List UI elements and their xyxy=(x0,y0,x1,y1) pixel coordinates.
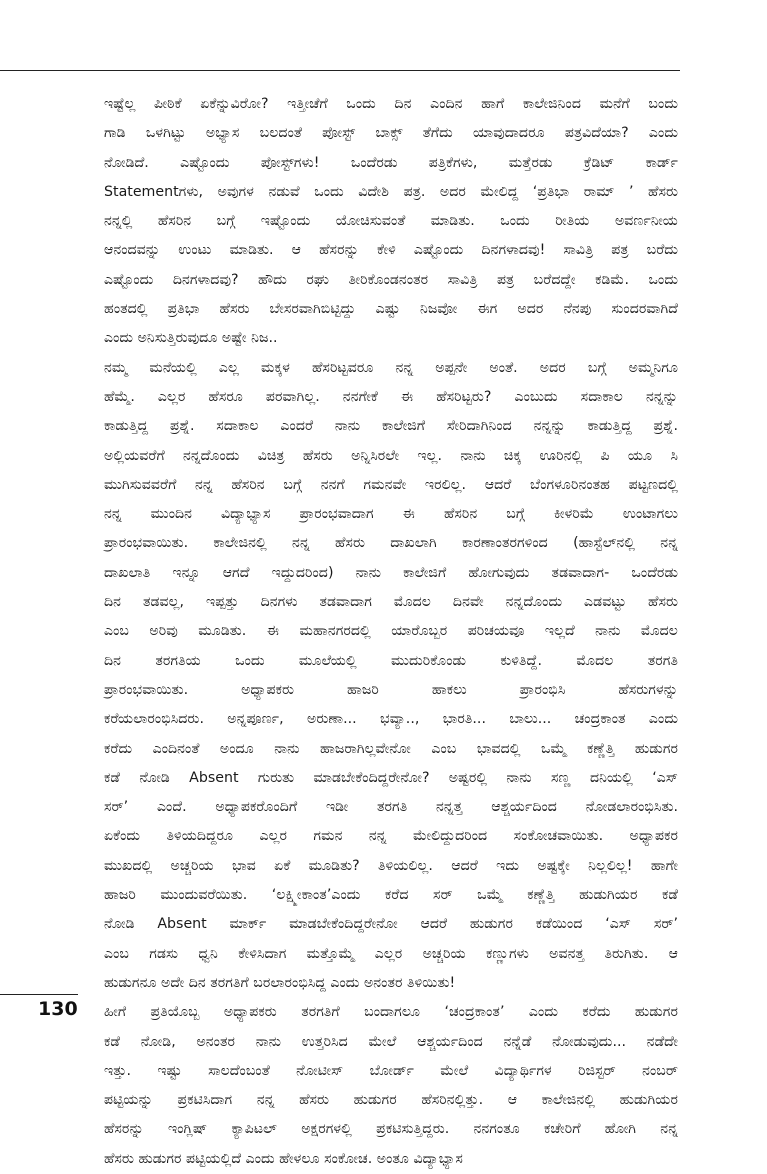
text-line: ಹೆಸರನ್ನು ಇಂಗ್ಲಿಷ್ ಕ್ಯಾಪಿಟಲ್ ಅಕ್ಷರಗಳಲ್ಲಿ ಪ್ರಕಟಿಸುತ್ತಿದ್ದರು. ನನಗಂತೂ ಕಚೇರಿಗೆ ಹೋಗಿ ನನ್ನ xyxy=(104,1121,678,1138)
footer-rule xyxy=(0,994,78,995)
body-text xyxy=(88,90,678,1174)
text-line: ನೋಡಿದೆ. ಎಷ್ಟೊಂದು ಪೋಸ್ಟ್‌ಗಳು! ಒಂದೆರಡು ಪತ್ರಿಕೆಗಳು, ಮತ್ತೆರಡು ಕ್ರೆಡಿಟ್ ಕಾರ್ಡ್ xyxy=(104,154,678,171)
text-line: ಮುಖದಲ್ಲಿ ಅಚ್ಚರಿಯ ಭಾವ ಏಕೆ ಮೂಡಿತು? ತಿಳಿಯಲಿಲ್ಲ. ಆದರೆ ಇದು ಅಷ್ಟಕ್ಕೇ ನಿಲ್ಲಲಿಲ್ಲ! ಹಾಗೇ xyxy=(104,857,678,874)
text-line: ಗಾಡಿ ಒಳಗಿಟ್ಟು ಅಭ್ಯಾಸ ಬಲದಂತೆ ಪೋಸ್ಟ್ ಬಾಕ್ಸ್ ತೆಗೆದು ಯಾವುದಾದರೂ ಪತ್ರವಿದೆಯಾ? ಎಂದು xyxy=(104,125,678,142)
page-number: 130 xyxy=(38,998,78,1020)
text-line: ಎಂಬ ಅರಿವು ಮೂಡಿತು. ಈ ಮಹಾನಗರದಲ್ಲಿ ಯಾರೊಬ್ಬರ ಪರಿಚಯವೂ ಇಲ್ಲದೆ ನಾನು ಮೊದಲ xyxy=(104,623,678,640)
text-line: ಕರೆಯಲಾರಂಭಿಸಿದರು. ಅನ್ನಪೂರ್ಣ, ಅರುಣಾ... ಭವ್ಯಾ.., ಭಾರತಿ... ಬಾಲು... ಚಂದ್ರಕಾಂತ ಎಂದು xyxy=(104,711,678,728)
text-line: ದಿನ ತರಗತಿಯ ಒಂದು ಮೂಲೆಯಲ್ಲಿ ಮುದುರಿಕೊಂಡು ಕುಳಿತಿದ್ದೆ. ಮೊದಲ ತರಗತಿ xyxy=(104,652,678,669)
text-line: ನನ್ನಲ್ಲಿ ಹೆಸರಿನ ಬಗ್ಗೆ ಇಷ್ಟೊಂದು ಯೋಚಿಸುವಂತೆ ಮಾಡಿತು. ಒಂದು ರೀತಿಯ ಅವರ್ಣನೀಯ xyxy=(104,213,678,230)
text-line: ಎಂಬ ಗಡಸು ಧ್ವನಿ ಕೇಳಿಸಿದಾಗ ಮತ್ತೊಮ್ಮೆ ಎಲ್ಲರ ಅಚ್ಚರಿಯ ಕಣ್ಣುಗಳು ಅವನತ್ತ ತಿರುಗಿತು. ಆ xyxy=(104,945,678,962)
text-line: ಅಲ್ಲಿಯವರೆಗೆ ನನ್ನದೊಂದು ವಿಚಿತ್ರ ಹೆಸರು ಅನ್ನಿಸಿರಲೇ ಇಲ್ಲ. ನಾನು ಚಿಕ್ಕ ಊರಿನಲ್ಲಿ ಪಿ ಯೂ ಸಿ xyxy=(104,447,678,464)
text-line: ಹೀಗೆ ಪ್ರತಿಯೊಬ್ಬ ಅಧ್ಯಾಪಕರು ತರಗತಿಗೆ ಬಂದಾಗಲೂ ‘ಚಂದ್ರಕಾಂತ’ ಎಂದು ಕರೆದು ಹುಡುಗರ xyxy=(104,1004,678,1021)
text-line: ಹಾಜರಿ ಮುಂದುವರೆಯಿತು. ‘ಲಕ್ಷ್ಮೀಕಾಂತ’ಎಂದು ಕರೆದ ಸರ್ ಒಮ್ಮೆ ಕಣ್ಣೆತ್ತಿ ಹುಡುಗಿಯರ ಕಡೆ xyxy=(104,887,678,904)
text-line: ಸರ್’ ಎಂದೆ. ಅಧ್ಯಾಪಕರೊಂದಿಗೆ ಇಡೀ ತರಗತಿ ನನ್ನತ್ತ ಆಶ್ಚರ್ಯದಿಂದ ನೋಡಲಾರಂಭಿಸಿತು. xyxy=(104,799,678,816)
paragraph-2 xyxy=(88,354,678,999)
text-line: ಎಂದು ಅನಿಸುತ್ತಿರುವುದೂ ಅಷ್ಟೇ ನಿಜ.. xyxy=(104,330,278,347)
text-line: ಮುಗಿಸುವವರೆಗೆ ನನ್ನ ಹೆಸರಿನ ಬಗ್ಗೆ ನನಗೆ ಗಮನವೇ ಇರಲಿಲ್ಲ. ಆದರೆ ಬೆಂಗಳೂರಿನಂತಹ ಪಟ್ಟಣದಲ್ಲಿ xyxy=(104,476,678,493)
text-line: ಇತ್ತು. ಇಷ್ಟು ಸಾಲದೆಂಬಂತೆ ನೋಟೀಸ್ ಬೋರ್ಡ್ ಮೇಲೆ ವಿದ್ಯಾರ್ಥಿಗಳ ರಿಜಿಸ್ಟರ್ ನಂಬರ್ xyxy=(104,1062,678,1079)
text-line: ಹಂತದಲ್ಲಿ ಪ್ರತಿಭಾ ಹೆಸರು ಬೇಸರವಾಗಿಬಿಟ್ಟಿದ್ದು ಎಷ್ಟು ನಿಜವೋ ಈಗ ಅದರ ನೆನಪು ಸುಂದರವಾಗಿದೆ xyxy=(104,301,678,318)
text-line: ನನ್ನ ಮುಂದಿನ ವಿದ್ಯಾಭ್ಯಾಸ ಪ್ರಾರಂಭವಾದಾಗ ಈ ಹೆಸರಿನ ಬಗ್ಗೆ ಕೀಳರಿಮೆ ಉಂಟಾಗಲು xyxy=(104,506,678,523)
text-line: ಆನಂದವನ್ನು ಉಂಟು ಮಾಡಿತು. ಆ ಹೆಸರನ್ನು ಕೇಳಿ ಎಷ್ಟೊಂದು ದಿನಗಳಾದವು! ಸಾವಿತ್ರಿ ಪತ್ರ ಬರೆದು xyxy=(104,242,678,259)
text-line: ಪಟ್ಟಿಯನ್ನು ಪ್ರಕಟಿಸಿದಾಗ ನನ್ನ ಹೆಸರು ಹುಡುಗರ ಹೆಸರಿನಲ್ಲಿತ್ತು. ಆ ಕಾಲೇಜಿನಲ್ಲಿ ಹುಡುಗಿಯರ xyxy=(104,1092,678,1109)
paragraph-3 xyxy=(88,998,678,1174)
text-line: ಹೆಮ್ಮೆ. ಎಲ್ಲರ ಹೆಸರೂ ಪರವಾಗಿಲ್ಲ. ನನಗೇಕೆ ಈ ಹೆಸರಿಟ್ಟರು? ಎಂಬುದು ಸದಾಕಾಲ ನನ್ನನ್ನು xyxy=(104,388,678,405)
text-line: Statementಗಳು, ಅವುಗಳ ನಡುವೆ ಒಂದು ವಿದೇಶಿ ಪತ್ರ. ಅದರ ಮೇಲಿದ್ದ ‘ಪ್ರತಿಭಾ ರಾಮ್ ’ ಹೆಸರು xyxy=(104,183,678,200)
text-line: ಕಡೆ ನೋಡಿ Absent ಗುರುತು ಮಾಡಬೇಕೆಂದಿದ್ದರೇನೋ? ಅಷ್ಟರಲ್ಲಿ ನಾನು ಸಣ್ಣ ದನಿಯಲ್ಲಿ ‘ಎಸ್ xyxy=(104,769,678,786)
text-line: ಏಕೆಂದು ತಿಳಿಯದಿದ್ದರೂ ಎಲ್ಲರ ಗಮನ ನನ್ನ ಮೇಲಿದ್ದುದರಿಂದ ಸಂಕೋಚವಾಯಿತು. ಅಧ್ಯಾಪಕರ xyxy=(104,828,678,845)
text-line: ದಿನ ತಡವಲ್ಲ, ಇಪ್ಪತ್ತು ದಿನಗಳು ತಡವಾದಾಗ ಮೊದಲ ದಿನವೇ ನನ್ನದೊಂದು ಎಡವಟ್ಟು ಹೆಸರು xyxy=(104,594,678,611)
text-line: ಪ್ರಾರಂಭವಾಯಿತು. ಕಾಲೇಜಿನಲ್ಲಿ ನನ್ನ ಹೆಸರು ದಾಖಲಾಗಿ ಕಾರಣಾಂತರಗಳಿಂದ (ಹಾಸ್ಟೆಲ್‌ನಲ್ಲಿ ನನ್ನ xyxy=(104,535,678,552)
text-line: ಹುಡುಗನೂ ಅದೇ ದಿನ ತರಗತಿಗೆ ಬರಲಾರಂಭಿಸಿದ್ದ ಎಂದು ಅನಂತರ ತಿಳಿಯಿತು! xyxy=(104,974,456,991)
text-line: ಕಾಡುತ್ತಿದ್ದ ಪ್ರಶ್ನೆ. ಸದಾಕಾಲ ಎಂದರೆ ನಾನು ಕಾಲೇಜಿಗೆ ಸೇರಿದಾಗಿನಿಂದ ನನ್ನನ್ನು ಕಾಡುತ್ತಿದ್ದ ಪ್ರಶ್ನೆ. xyxy=(104,418,678,435)
text-line: ಎಷ್ಟೊಂದು ದಿನಗಳಾದವು? ಹೌದು ರಘು ತೀರಿಕೊಂಡನಂತರ ಸಾವಿತ್ರಿ ಪತ್ರ ಬರೆದದ್ದೇ ಕಡಿಮೆ. ಒಂದು xyxy=(104,271,678,288)
text-line: ಕಡೆ ನೋಡಿ, ಅನಂತರ ನಾನು ಉತ್ತರಿಸಿದ ಮೇಲೆ ಆಶ್ಚರ್ಯದಿಂದ ನನ್ನೆಡೆ ನೋಡುವುದು... ನಡೆದೇ xyxy=(104,1033,678,1050)
paragraph-1 xyxy=(88,90,678,354)
text-line: ದಾಖಲಾತಿ ಇನ್ನೂ ಆಗದೆ ಇದ್ದುದರಿಂದ) ನಾನು ಕಾಲೇಜಿಗೆ ಹೋಗುವುದು ತಡವಾದಾಗ- ಒಂದೆರಡು xyxy=(104,564,678,581)
text-line: ಪ್ರಾರಂಭವಾಯಿತು. ಅಧ್ಯಾಪಕರು ಹಾಜರಿ ಹಾಕಲು ಪ್ರಾರಂಭಿಸಿ ಹೆಸರುಗಳನ್ನು xyxy=(104,681,678,698)
text-line: ಕರೆದು ಎಂದಿನಂತೆ ಅಂದೂ ನಾನು ಹಾಜರಾಗಿಲ್ಲವೇನೋ ಎಂಬ ಭಾವದಲ್ಲಿ ಒಮ್ಮೆ ಕಣ್ಣೆತ್ತಿ ಹುಡುಗರ xyxy=(104,740,678,757)
text-line: ನೋಡಿ Absent ಮಾರ್ಕ್ ಮಾಡಬೇಕೆಂದಿದ್ದರೇನೋ ಆದರೆ ಹುಡುಗರ ಕಡೆಯಿಂದ ‘ಎಸ್ ಸರ್’ xyxy=(104,916,678,933)
header-rule xyxy=(0,70,680,71)
text-line: ನಮ್ಮ ಮನೆಯಲ್ಲಿ ಎಲ್ಲ ಮಕ್ಕಳ ಹೆಸರಿಟ್ಟವರೂ ನನ್ನ ಅಪ್ಪನೇ ಅಂತೆ. ಅದರ ಬಗ್ಗೆ ಅಮ್ಮನಿಗೂ xyxy=(104,359,678,376)
text-line: ಹೆಸರು ಹುಡುಗರ ಪಟ್ಟಿಯಲ್ಲಿದೆ ಎಂದು ಹೇಳಲೂ ಸಂಕೋಚ. ಅಂತೂ ವಿದ್ಯಾಭ್ಯಾಸ xyxy=(104,1150,463,1167)
text-line: ಇಷ್ಟೆಲ್ಲ ಪೀಠಿಕೆ ಏಕೆನ್ನುವಿರೋ? ಇತ್ತೀಚೆಗೆ ಒಂದು ದಿನ ಎಂದಿನ ಹಾಗೆ ಕಾಲೇಜಿನಿಂದ ಮನೆಗೆ ಬಂದು xyxy=(104,96,678,112)
